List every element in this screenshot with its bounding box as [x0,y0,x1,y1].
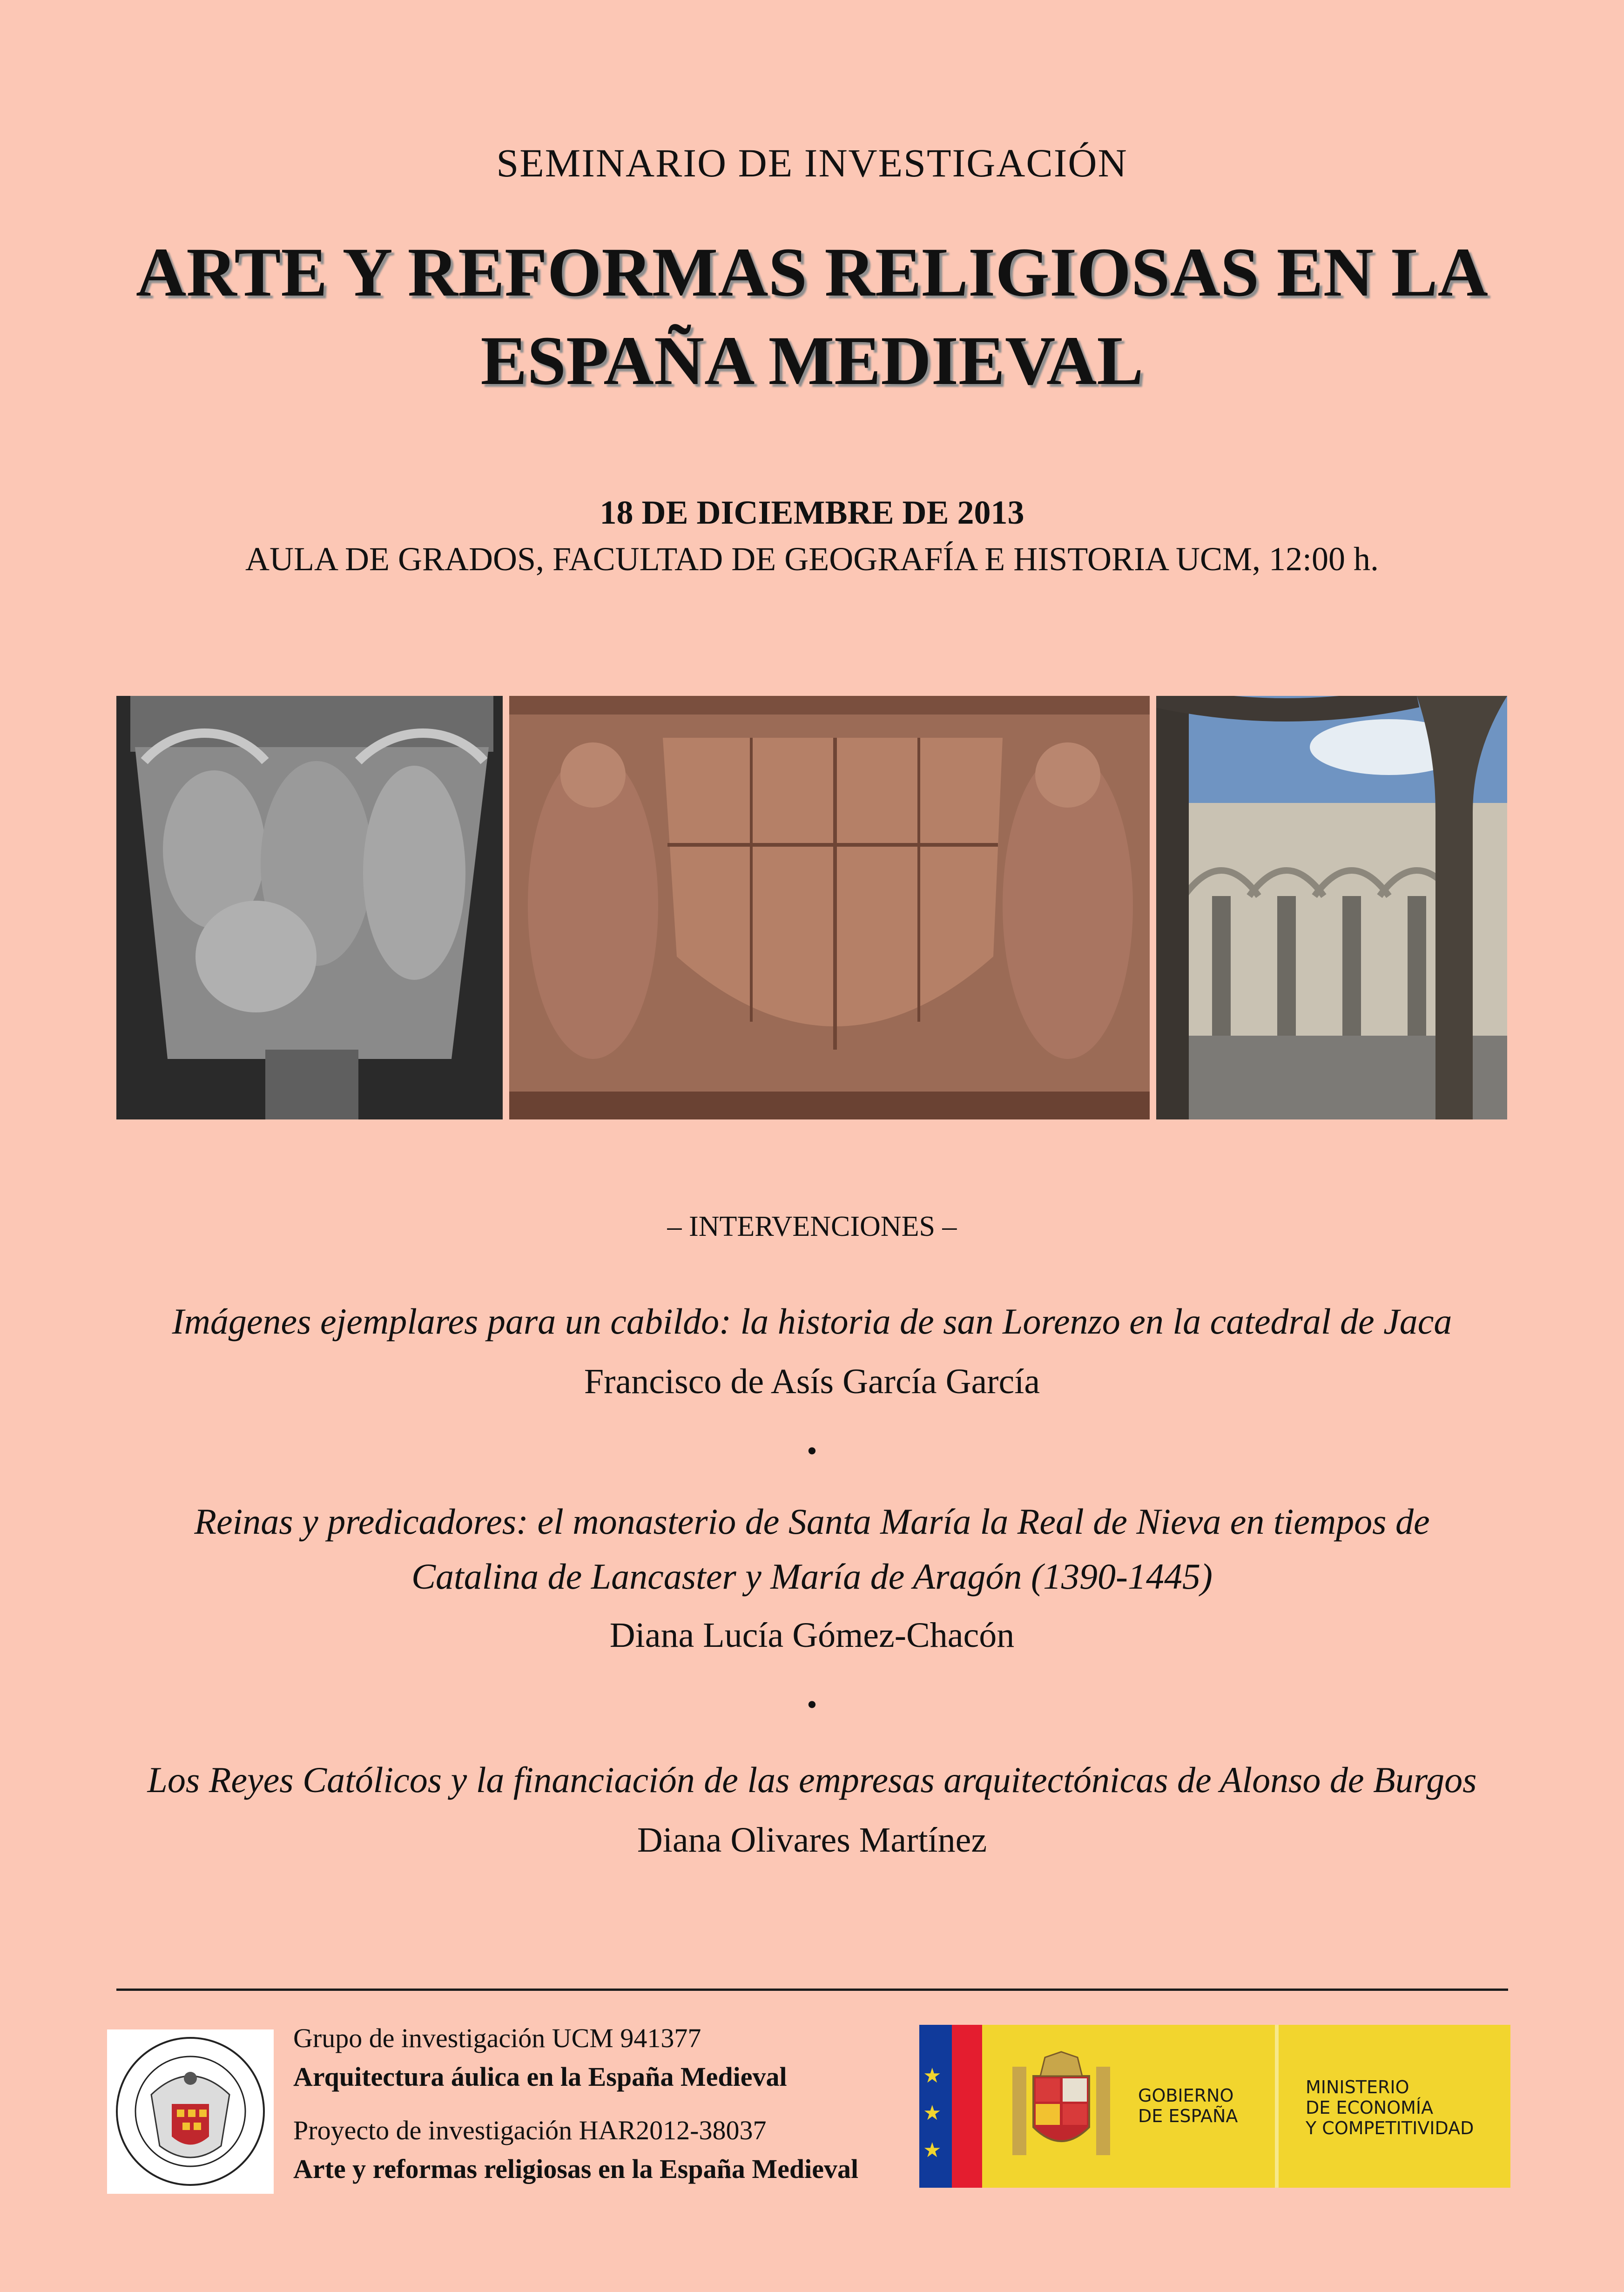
project-name: Arte y reformas religiosas en la España Medieval [293,2154,859,2184]
eu-stars-icon: ★ ★ ★ [923,2064,942,2162]
photo-carved-coat-of-arms [509,696,1150,1119]
seminar-kicker: SEMINARIO DE INVESTIGACIÓN [496,141,1128,185]
talk-3-title: Los Reyes Católicos y la financiación de las empresas arquitectónicas de Alonso de Burgos [147,1759,1477,1800]
photo-romanesque-capital [116,696,503,1119]
photo-cloister-courtyard [1156,696,1507,1119]
footer-divider [116,1989,1508,1991]
group-line: Grupo de investigación UCM 941377 [293,2023,701,2053]
gov-line-2: DE ESPAÑA [1138,2106,1238,2126]
ministry-line-1: MINISTERIO [1306,2077,1409,2097]
gov-name [1138,2085,1238,2126]
event-date: 18 DE DICIEMBRE DE 2013 [600,494,1024,531]
talk-2-title [0,1494,1624,1604]
group-name: Arquitectura áulica en la España Medieval [293,2062,787,2092]
spanish-coat-of-arms-icon [1008,2048,1115,2164]
title-line-1: ARTE Y REFORMAS RELIGIOSAS EN LA [136,234,1488,311]
ucm-seal [107,2029,274,2194]
talk-1-title: Imágenes ejemplares para un cabildo: la historia de san Lorenzo en la catedral de Jaca [172,1301,1452,1341]
ministry-line-2: DE ECONOMÍA [1306,2097,1434,2118]
ministry-line-3: Y COMPETITIVIDAD [1306,2118,1474,2138]
talk-2-title-line-1: Reinas y predicadores: el monasterio de Santa María la Real de Nieva en tiempos de [194,1501,1430,1542]
separator-bullet-2: • [807,1688,817,1721]
ministry-name [1306,2077,1474,2138]
seminar-title [0,228,1624,405]
gov-line-1: GOBIERNO [1138,2085,1234,2106]
talk-2-title-line-2: Catalina de Lancaster y María de Aragón (1390-1445) [411,1556,1213,1597]
separator-bullet-1: • [807,1434,817,1467]
talk-3-speaker: Diana Olivares Martínez [637,1820,987,1860]
project-line: Proyecto de investigación HAR2012-38037 [293,2115,767,2145]
talk-2-speaker: Diana Lucía Gómez-Chacón [609,1616,1015,1655]
government-logo [919,2025,1510,2188]
talk-1-speaker: Francisco de Asís García García [584,1362,1040,1401]
program-heading: – INTERVENCIONES – [667,1211,957,1242]
title-line-2: ESPAÑA MEDIEVAL [480,322,1144,399]
event-venue: AULA DE GRADOS, FACULTAD DE GEOGRAFÍA E HISTORIA UCM, 12:00 h. [245,540,1379,578]
